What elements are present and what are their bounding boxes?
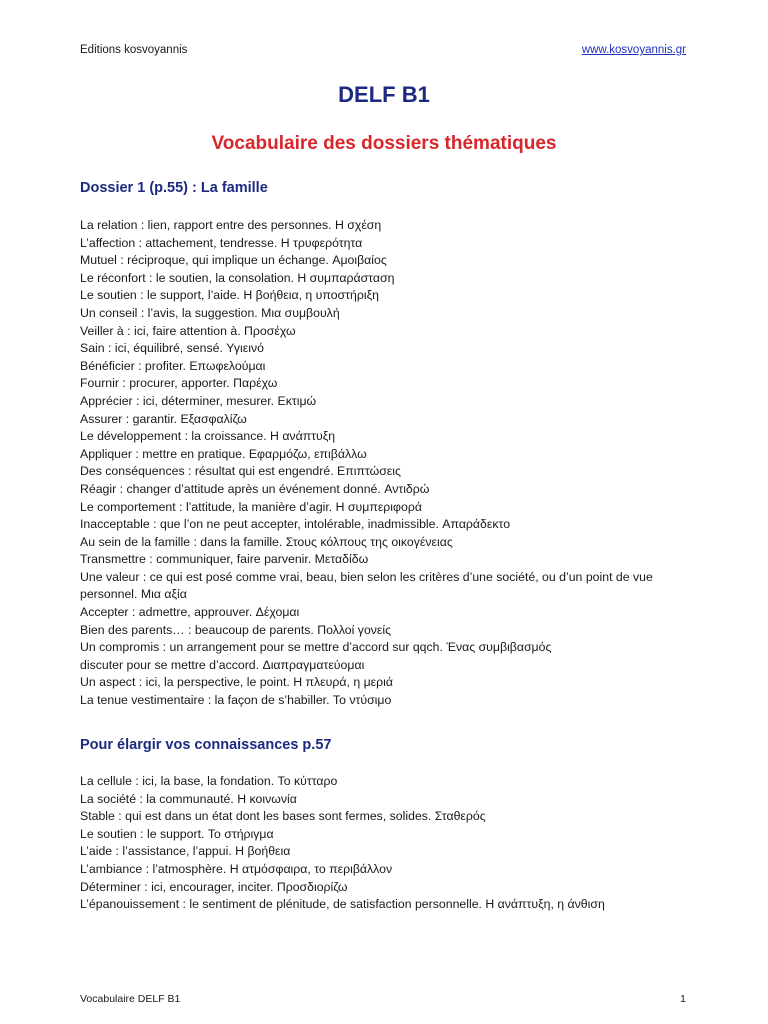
vocab-entry: Assurer : garantir. Εξασφαλίζω (80, 411, 247, 426)
elargir-heading: Pour élargir vos connaissances p.57 (80, 737, 332, 753)
vocab-entry: Un aspect : ici, la perspective, le point. Η πλευρά, η μεριά (80, 675, 393, 690)
vocab-entry: Sain : ici, équilibré, sensé. Υγιεινό (80, 341, 264, 356)
vocab-entry: Déterminer : ici, encourager, inciter. Προσδιορίζω (80, 879, 348, 894)
vocab-entry: Le soutien : le support. Το στήριγμα (80, 826, 274, 841)
vocab-entry: Le soutien : le support, l’aide. Η βοήθεια, η υποστήριξη (80, 288, 379, 303)
vocab-entry: Accepter : admettre, approuver. Δέχομαι (80, 605, 300, 620)
page-number: 1 (680, 993, 686, 1005)
vocab-entry: L’affection : attachement, tendresse. Η τρυφερότητα (80, 235, 363, 250)
page-footer (80, 993, 686, 1007)
vocab-entry: La tenue vestimentaire : la façon de s’habiller. Το ντύσιμο (80, 693, 392, 708)
vocab-entry: Apprécier : ici, déterminer, mesurer. Εκτιμώ (80, 393, 317, 408)
vocab-entry: Au sein de la famille : dans la famille. Στους κόλπους της οικογένειας (80, 534, 453, 549)
vocab-entry: L’ambiance : l’atmosphère. Η ατμόσφαιρα, το περιβάλλον (80, 861, 393, 876)
vocab-entry: Des conséquences : résultat qui est engendré. Επιπτώσεις (80, 464, 401, 479)
document-subtitle: Vocabulaire des dossiers thématiques (211, 133, 557, 154)
vocab-entry: Le réconfort : le soutien, la consolation. Η συμπαράσταση (80, 270, 395, 285)
dossier-heading: Dossier 1 (p.55) : La famille (80, 180, 268, 196)
vocab-entry: Une valeur : ce qui est posé comme vrai, beau, bien selon les critères d’une société, ou d’un point de vue personnel. Μια αξία (80, 569, 653, 602)
vocab-entry: L’épanouissement : le sentiment de plénitude, de satisfaction personnelle. Η ανάπτυξη, η άνθιση (80, 897, 605, 912)
vocab-entry: La cellule : ici, la base, la fondation. Το κύτταρο (80, 774, 338, 788)
vocab-entry: Le développement : la croissance. Η ανάπτυξη (80, 429, 336, 444)
vocab-entry: discuter pour se mettre d’accord. Διαπραγματεύομαι (80, 657, 365, 672)
elargir-vocabulary-list (80, 773, 692, 914)
vocab-entry: Appliquer : mettre en pratique. Εφαρμόζω, επιβάλλω (80, 446, 367, 461)
vocab-entry: Bénéficier : profiter. Επωφελούμαι (80, 358, 266, 373)
vocab-entry: Transmettre : communiquer, faire parvenir. Μεταδίδω (80, 552, 369, 567)
vocab-entry: Un compromis : un arrangement pour se mettre d’accord sur qqch. Ένας συμβιβασμός (80, 640, 552, 655)
footer-label: Vocabulaire DELF B1 (80, 993, 181, 1005)
vocab-entry: Réagir : changer d’attitude après un événement donné. Αντιδρώ (80, 481, 430, 496)
vocab-entry: Stable : qui est dans un état dont les bases sont fermes, solides. Σταθερός (80, 809, 486, 824)
vocab-entry: Fournir : procurer, apporter. Παρέχω (80, 376, 278, 391)
vocab-entry: Bien des parents… : beaucoup de parents. Πολλοί γονείς (80, 622, 392, 637)
vocab-entry: Le comportement : l’attitude, la manière d’agir. Η συμπεριφορά (80, 499, 422, 514)
vocab-entry: Veiller à : ici, faire attention à. Προσέχω (80, 323, 296, 338)
vocab-entry: L’aide : l’assistance, l’appui. Η βοήθεια (80, 844, 291, 859)
page-header (80, 44, 686, 62)
vocab-entry: Un conseil : l’avis, la suggestion. Μια συμβουλή (80, 305, 340, 320)
vocab-entry: Mutuel : réciproque, qui implique un échange. Αμοιβαίος (80, 253, 387, 268)
vocab-entry: La relation : lien, rapport entre des personnes. Η σχέση (80, 218, 382, 232)
dossier-vocabulary-list (80, 217, 692, 710)
vocab-entry: La société : la communauté. Η κοινωνία (80, 791, 297, 806)
document-title: DELF B1 (338, 82, 430, 107)
publisher-name: Editions kosvoyannis (80, 44, 188, 56)
website-link[interactable]: www.kosvoyannis.gr (581, 44, 686, 56)
vocab-entry: Inacceptable : que l’on ne peut accepter, intolérable, inadmissible. Απαράδεκτο (80, 517, 511, 532)
